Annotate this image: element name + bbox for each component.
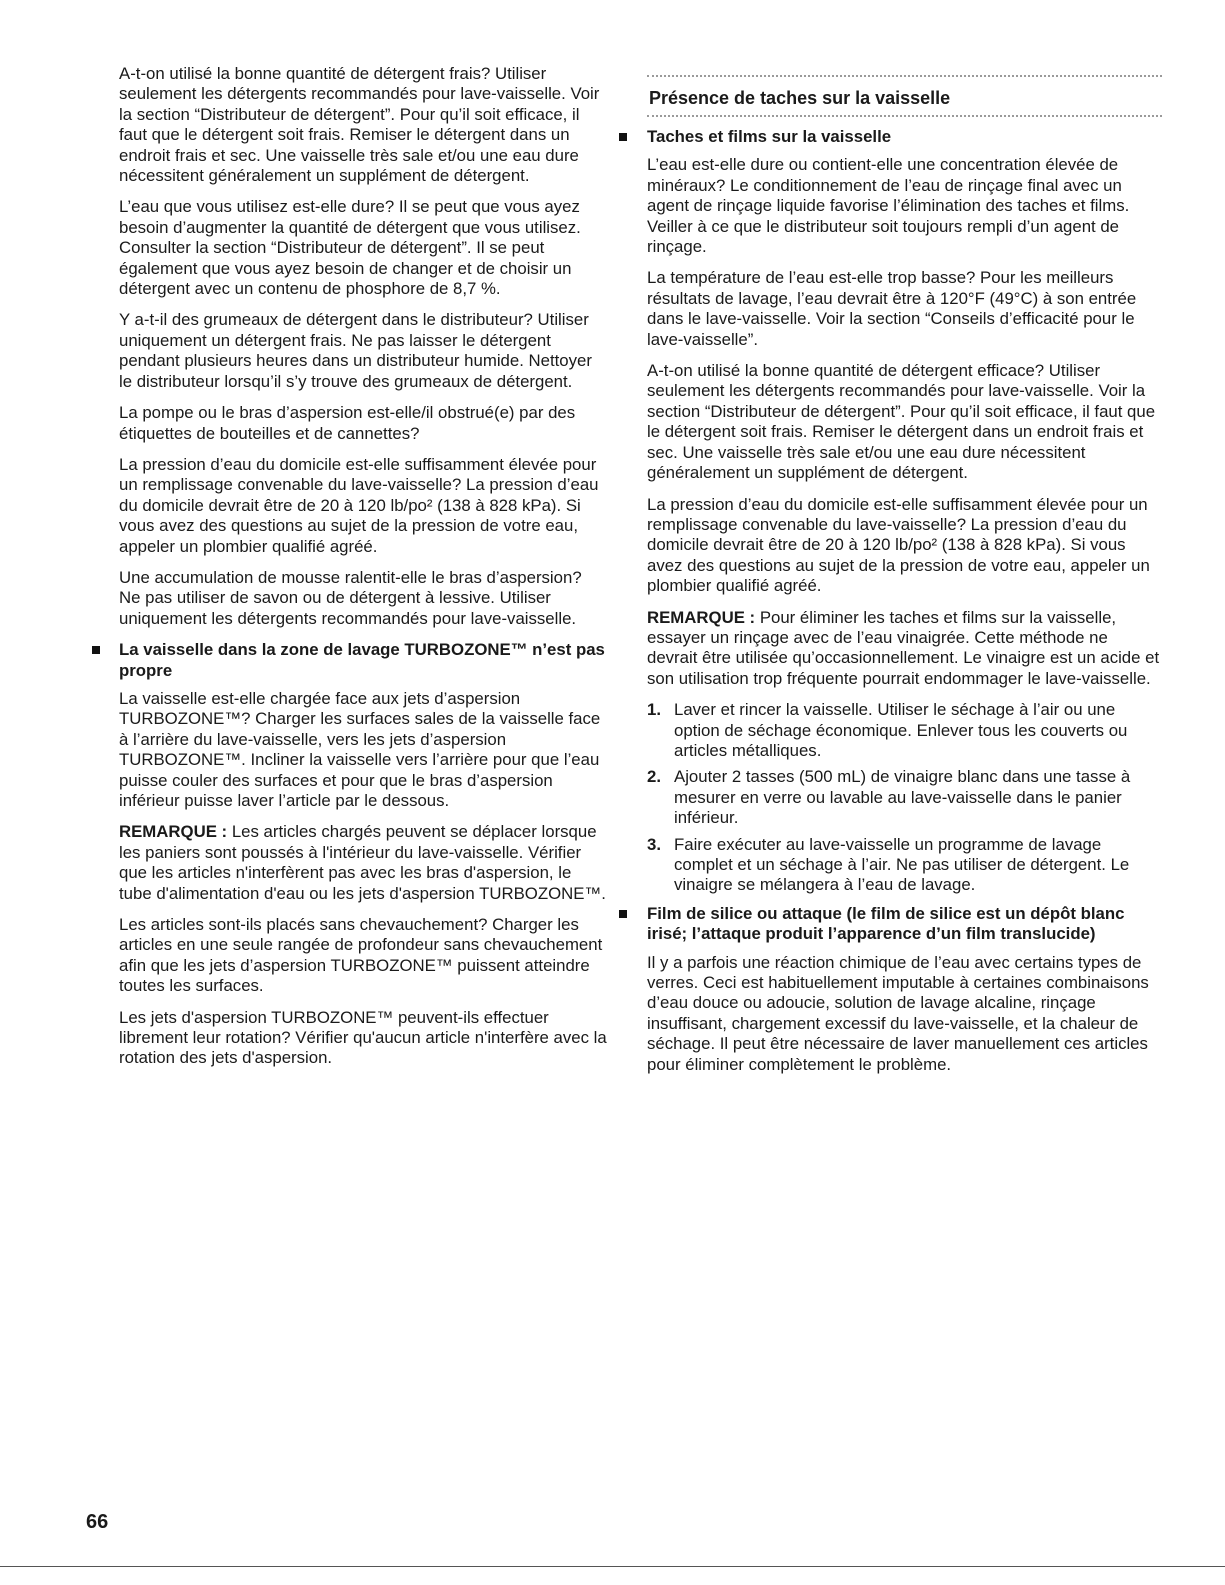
paragraph-water-pressure: La pression d’eau du domicile est-elle suffisamment élevée pour un remplissage convenable du lave-vaisselle? La pression d’eau du domicile devrait être de 20 à 120 lb/po² (138 à 828 kPa). Si vous avez des questions au sujet de la pression de votre eau, appeler un plombier qualifié agréé.	[119, 454, 599, 556]
paragraph-detergent-lumps: Y a-t-il des grumeaux de détergent dans le distributeur? Utiliser uniquement un détergent frais. Ne pas laisser le détergent pendant plusieurs heures dans un distributeur humide. Nettoyer le distributeur lorsqu’il s’y trouve des grumeaux de détergent.	[119, 310, 592, 391]
paragraph-detergent-quantity: A-t-on utilisé la bonne quantité de détergent frais? Utiliser seulement les détergents recommandés pour lave-vaisselle. Voir la section “Distributeur de détergent”. Pour qu’il soit efficace, il faut que le détergent soit frais. Remiser le détergent dans un endroit frais et sec. Une vaisselle très sale et/ou une eau dure nécessitent généralement un supplément de détergent.	[119, 64, 600, 186]
note-label: REMARQUE :	[119, 822, 228, 842]
paragraph-chemical-reaction: Il y a parfois une réaction chimique de l’eau avec certains types de verres. Ceci est habituellement imputable à certaines combinaisons d’eau douce ou adoucie, solution de lavage alcaline, rinçage insuffisant, chargement excessif du lave-vaisselle, et la chaleur de séchage. Il peut être nécessaire de laver manuellement ces articles pour éliminer complètement le problème.	[647, 952, 1149, 1074]
bullet-square-icon	[92, 646, 100, 654]
list-item	[647, 700, 1162, 761]
step-number: 1.	[647, 700, 661, 720]
spots-body	[647, 155, 1162, 895]
bullet-heading-text: La vaisselle dans la zone de lavage TURBOZONE™ n’est pas propre	[119, 640, 605, 680]
bullet-heading-text: Taches et films sur la vaisselle	[647, 127, 892, 146]
note-label: REMARQUE :	[647, 607, 756, 627]
paragraph-overlap: Les articles sont-ils placés sans chevauchement? Charger les articles en une seule rangée de profondeur sans chevauchement afin que les jets d’aspersion TURBOZONE™ puissent atteindre toutes les surfaces.	[119, 915, 603, 996]
bullet-heading-turbozone	[92, 640, 607, 681]
paragraph-pump-blocked: La pompe ou le bras d’aspersion est-elle/il obstrué(e) par des étiquettes de bouteilles et de cannettes?	[119, 403, 576, 443]
dotted-rule-top	[647, 75, 1162, 77]
step-number: 2.	[647, 767, 661, 787]
paragraph-detergent-efficient: A-t-on utilisé la bonne quantité de détergent efficace? Utiliser seulement les détergents recommandés pour lave-vaisselle. Voir la section “Distributeur de détergent”. Pour qu’il soit efficace, il faut que le détergent soit frais. Remiser le détergent dans un endroit frais et sec. Une vaisselle très sale et/ou une eau dure nécessitent généralement un supplément de détergent.	[647, 361, 1156, 483]
step-text: Faire exécuter au lave-vaisselle un programme de lavage complet et un séchage à l’air. Ne pas utiliser de détergent. Le vinaigre se mélangera à l’eau de lavage.	[674, 834, 1130, 895]
note-text: Pour éliminer les taches et films sur la vaisselle, essayer un rinçage avec de l’eau vinaigrée. Cette méthode ne devrait être utilisée qu’occasionnellement. Le vinaigre est un acide et son utilisation trop fréquente pourrait endommager le lave-vaisselle.	[647, 607, 1160, 688]
bullet-square-icon	[619, 910, 627, 918]
paragraph-spray-rotation: Les jets d'aspersion TURBOZONE™ peuvent-ils effectuer librement leur rotation? Vérifier qu'aucun article n'interfère avec la rotation des jets d'aspersion.	[119, 1007, 607, 1068]
bottom-rule	[0, 1566, 1225, 1567]
paragraph-hard-water: L’eau que vous utilisez est-elle dure? Il se peut que vous ayez besoin d’augmenter la quantité de détergent que vous utilisez. Consulter la section “Distributeur de détergent”. Il se peut également que vous ayez besoin de changer et de choisir un détergent avec un contenu de phosphore de 8,7 %.	[119, 197, 581, 299]
vinegar-steps-list	[647, 700, 1162, 896]
page-number: 66	[86, 1511, 109, 1533]
paragraph-water-pressure-right: La pression d’eau du domicile est-elle suffisamment élevée pour un remplissage convenable du lave-vaisselle? La pression d’eau du domicile devrait être de 20 à 120 lb/po² (138 à 828 kPa). Si vous avez des questions au sujet de la pression de votre eau, appeler un plombier qualifié agréé.	[647, 494, 1150, 596]
right-column	[647, 66, 1162, 1086]
bullet-square-icon	[619, 133, 627, 141]
paragraph-water-temperature: La température de l’eau est-elle trop basse? Pour les meilleurs résultats de lavage, l’eau devrait être à 120°F (49°C) à son entrée dans le lave-vaisselle. Voir la section “Conseils d’efficacité pour le lave-vaisselle”.	[647, 268, 1137, 349]
left-column	[119, 64, 607, 1080]
section-title: Présence de taches sur la vaisselle	[649, 88, 951, 108]
section-header	[647, 66, 1162, 117]
step-number: 3.	[647, 834, 661, 854]
bullet-heading-silica	[619, 904, 1162, 945]
note-paragraph-right	[647, 608, 1162, 690]
paragraph-mineral-water: L’eau est-elle dure ou contient-elle une concentration élevée de minéraux? Le conditionnement de l’eau de rinçage final avec un agent de rinçage liquide favorise l’élimination des taches et films. Veiller à ce que le distributeur soit toujours rempli d’un agent de rinçage.	[647, 155, 1130, 257]
note-text: Les articles chargés peuvent se déplacer lorsque les paniers sont poussés à l'intérieur du lave-vaisselle. Vérifier que les articles n'interfèrent pas avec les bras d'aspersion, le tube d'alimentation d'eau ou les jets d'aspersion TURBOZONE™.	[119, 822, 606, 903]
note-paragraph-left	[119, 822, 607, 904]
step-text: Laver et rincer la vaisselle. Utiliser le séchage à l’air ou une option de séchage économique. Enlever tous les couverts ou articles métalliques.	[674, 700, 1128, 760]
bullet-heading-spots	[619, 127, 1162, 147]
bullet-heading-text: Film de silice ou attaque (le film de silice est un dépôt blanc irisé; l’attaque produit l’apparence d’un film translucide)	[647, 903, 1125, 944]
paragraph-suds: Une accumulation de mousse ralentit-elle le bras d’aspersion? Ne pas utiliser de savon ou de détergent à lessive. Utiliser uniquement les détergents recommandés pour lave-vaisselle.	[119, 567, 582, 628]
list-item	[647, 835, 1162, 896]
list-item	[647, 767, 1162, 828]
dotted-rule-bottom	[647, 115, 1162, 117]
step-text: Ajouter 2 tasses (500 mL) de vinaigre blanc dans une tasse à mesurer en verre ou lavable au lave-vaisselle dans le panier inférieur.	[674, 767, 1131, 828]
paragraph-loading-direction: La vaisselle est-elle chargée face aux jets d’aspersion TURBOZONE™? Charger les surfaces sales de la vaisselle face à l’arrière du lave-vaisselle, vers les jets d’aspersion TURBOZONE™. Incliner la vaisselle vers l’arrière pour que l’eau puisse couler des surfaces et pour que le bras d’aspersion inférieur puisse laver l’article par le dessous.	[119, 688, 601, 810]
